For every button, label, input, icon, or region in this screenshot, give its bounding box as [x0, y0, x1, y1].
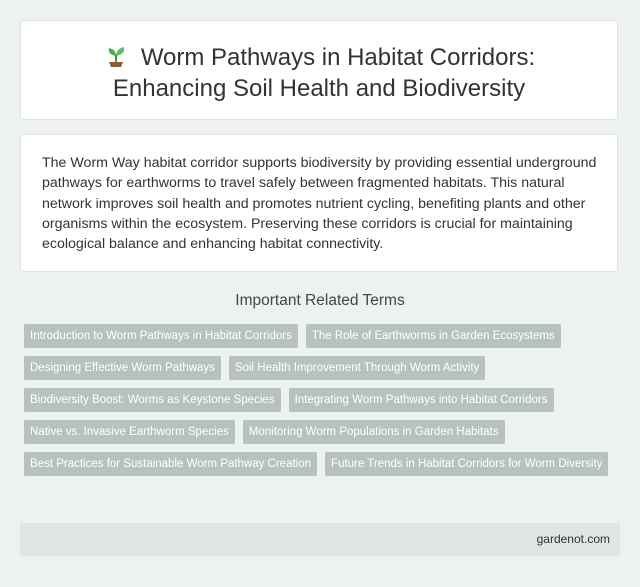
related-term-tag[interactable]: The Role of Earthworms in Garden Ecosystems [306, 324, 561, 348]
related-term-tag[interactable]: Best Practices for Sustainable Worm Pathway Creation [24, 452, 317, 476]
related-terms-list [24, 324, 624, 484]
related-term-tag[interactable]: Introduction to Worm Pathways in Habitat Corridors [24, 324, 298, 348]
title-line-2: Enhancing Soil Health and Biodiversity [112, 75, 526, 102]
related-terms-heading: Important Related Terms [235, 292, 405, 309]
related-term-tag[interactable]: Monitoring Worm Populations in Garden Habitats [243, 420, 505, 444]
related-term-tag[interactable]: Future Trends in Habitat Corridors for Worm Diversity [325, 452, 608, 476]
related-term-tag[interactable]: Designing Effective Worm Pathways [24, 356, 221, 380]
footer [20, 523, 620, 556]
title-line-1: Worm Pathways in Habitat Corridors: [140, 44, 536, 71]
related-term-tag[interactable]: Integrating Worm Pathways into Habitat Corridors [289, 388, 554, 412]
related-term-tag[interactable]: Soil Health Improvement Through Worm Activity [229, 356, 485, 380]
description-card [20, 134, 618, 272]
footer-site-link[interactable]: gardenot.com [536, 532, 610, 546]
page-title [21, 42, 617, 104]
related-term-tag[interactable]: Native vs. Invasive Earthworm Species [24, 420, 235, 444]
description-text: The Worm Way habitat corridor supports biodiversity by providing essential underground pathways for earthworms to travel safely between fragmented habitats. This natural network improves soil health and promotes nutrient cycling, benefiting plants and other organisms within the ecosystem. Preserving these corridors is crucial for maintaining ecological balance and enhancing habitat connectivity. [42, 155, 597, 253]
related-term-tag[interactable]: Biodiversity Boost: Worms as Keystone Species [24, 388, 281, 412]
seedling-icon [103, 42, 129, 68]
title-card [20, 20, 618, 120]
